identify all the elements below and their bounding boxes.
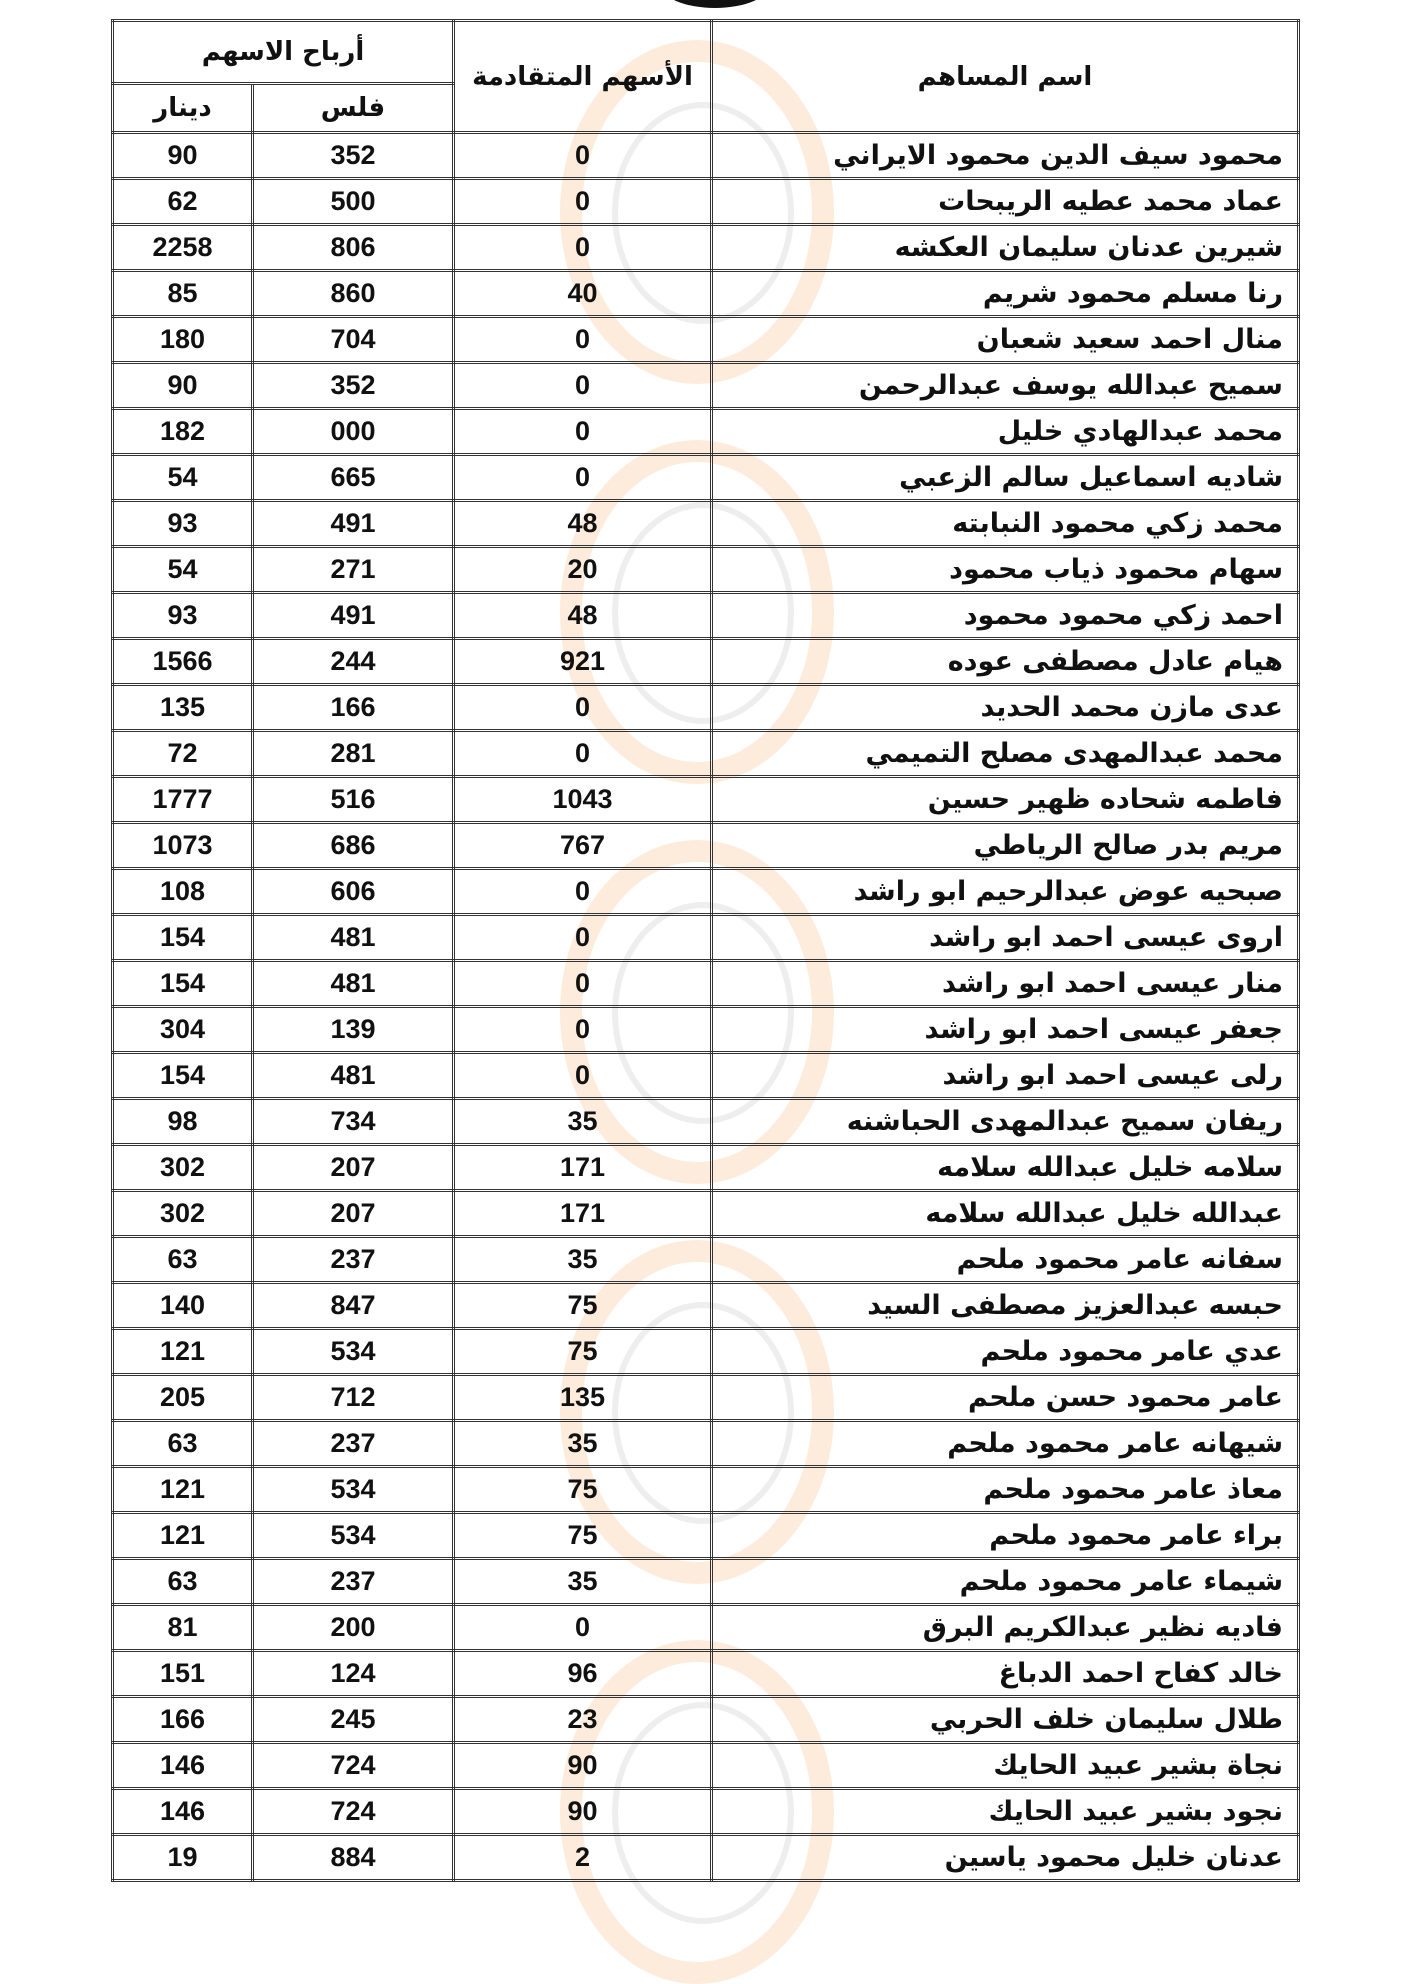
old-shares-cell: 0 (454, 915, 712, 961)
dinar-cell: 108 (113, 869, 253, 915)
old-shares-cell: 0 (454, 409, 712, 455)
dinar-cell: 146 (113, 1789, 253, 1835)
shareholder-name-cell: طلال سليمان خلف الحربي (712, 1697, 1299, 1743)
old-shares-header: الأسهم المتقادمة (454, 21, 712, 133)
shareholder-name-cell: حبسه عبدالعزيز مصطفى السيد (712, 1283, 1299, 1329)
old-shares-cell: 35 (454, 1237, 712, 1283)
shareholder-name-cell: فاطمه شحاده ظهير حسين (712, 777, 1299, 823)
table-row (113, 455, 1299, 501)
table-row (113, 685, 1299, 731)
dinar-cell: 140 (113, 1283, 253, 1329)
dinar-cell: 154 (113, 961, 253, 1007)
table-row (113, 593, 1299, 639)
shareholder-name-cell: عدنان خليل محمود ياسين (712, 1835, 1299, 1881)
old-shares-cell: 767 (454, 823, 712, 869)
old-shares-cell: 35 (454, 1099, 712, 1145)
shareholder-name-cell: عدى مازن محمد الحديد (712, 685, 1299, 731)
fils-cell: 534 (253, 1329, 454, 1375)
old-shares-cell: 0 (454, 455, 712, 501)
fils-cell: 724 (253, 1743, 454, 1789)
dinar-cell: 90 (113, 133, 253, 179)
fils-cell: 481 (253, 961, 454, 1007)
dinar-cell: 63 (113, 1559, 253, 1605)
fils-cell: 124 (253, 1651, 454, 1697)
table-row (113, 639, 1299, 685)
fils-cell: 481 (253, 915, 454, 961)
old-shares-cell: 40 (454, 271, 712, 317)
old-shares-cell: 0 (454, 731, 712, 777)
fils-cell: 207 (253, 1191, 454, 1237)
shareholder-name-cell: محمد عبدالهادي خليل (712, 409, 1299, 455)
shareholder-name-cell: شاديه اسماعيل سالم الزعبي (712, 455, 1299, 501)
old-shares-cell: 921 (454, 639, 712, 685)
table-row (113, 409, 1299, 455)
old-shares-cell: 96 (454, 1651, 712, 1697)
shareholder-name-cell: عماد محمد عطيه الريبحات (712, 179, 1299, 225)
table-row (113, 731, 1299, 777)
shareholder-name-cell: فاديه نظير عبدالكريم البرق (712, 1605, 1299, 1651)
dinar-cell: 151 (113, 1651, 253, 1697)
old-shares-cell: 90 (454, 1743, 712, 1789)
fils-cell: 481 (253, 1053, 454, 1099)
table-row (113, 133, 1299, 179)
page-top-mark (660, 0, 770, 8)
shareholder-name-cell: احمد زكي محمود محمود (712, 593, 1299, 639)
old-shares-cell: 171 (454, 1145, 712, 1191)
table-body (113, 133, 1299, 1881)
table-row (113, 1743, 1299, 1789)
fils-cell: 237 (253, 1559, 454, 1605)
old-shares-cell: 0 (454, 685, 712, 731)
dinar-cell: 62 (113, 179, 253, 225)
shareholder-name-cell: اروى عيسى احمد ابو راشد (712, 915, 1299, 961)
old-shares-cell: 75 (454, 1513, 712, 1559)
fils-cell: 704 (253, 317, 454, 363)
dinar-cell: 166 (113, 1697, 253, 1743)
fils-cell: 244 (253, 639, 454, 685)
old-shares-cell: 0 (454, 1605, 712, 1651)
table-row (113, 1467, 1299, 1513)
old-shares-cell: 75 (454, 1283, 712, 1329)
dinar-cell: 93 (113, 593, 253, 639)
table-row (113, 501, 1299, 547)
dinar-cell: 54 (113, 455, 253, 501)
table-row (113, 1145, 1299, 1191)
table-row (113, 317, 1299, 363)
shareholder-name-cell: منار عيسى احمد ابو راشد (712, 961, 1299, 1007)
table-row (113, 1697, 1299, 1743)
fils-cell: 352 (253, 133, 454, 179)
dinar-cell: 54 (113, 547, 253, 593)
shareholder-name-cell: خالد كفاح احمد الدباغ (712, 1651, 1299, 1697)
fils-cell: 665 (253, 455, 454, 501)
dinar-cell: 85 (113, 271, 253, 317)
shareholder-name-cell: ريفان سميح عبدالمهدى الحباشنه (712, 1099, 1299, 1145)
old-shares-cell: 0 (454, 869, 712, 915)
table-row (113, 1283, 1299, 1329)
fils-cell: 000 (253, 409, 454, 455)
fils-cell: 724 (253, 1789, 454, 1835)
shareholder-name-cell: صبحيه عوض عبدالرحيم ابو راشد (712, 869, 1299, 915)
dinar-cell: 182 (113, 409, 253, 455)
shareholder-name-cell: مريم بدر صالح الرياطي (712, 823, 1299, 869)
dinar-cell: 19 (113, 1835, 253, 1881)
old-shares-cell: 1043 (454, 777, 712, 823)
old-shares-cell: 0 (454, 133, 712, 179)
old-shares-cell: 135 (454, 1375, 712, 1421)
old-shares-cell: 75 (454, 1329, 712, 1375)
table-row (113, 271, 1299, 317)
shareholder-name-cell: شيماء عامر محمود ملحم (712, 1559, 1299, 1605)
shareholder-name-cell: نجود بشير عبيد الحايك (712, 1789, 1299, 1835)
old-shares-cell: 48 (454, 593, 712, 639)
old-shares-cell: 90 (454, 1789, 712, 1835)
dinar-cell: 121 (113, 1329, 253, 1375)
old-shares-cell: 0 (454, 363, 712, 409)
old-shares-cell: 0 (454, 1053, 712, 1099)
dinar-cell: 1566 (113, 639, 253, 685)
dividends-header: أرباح الاسهم (113, 21, 454, 84)
table-row (113, 869, 1299, 915)
dinar-cell: 98 (113, 1099, 253, 1145)
table-row (113, 179, 1299, 225)
fils-cell: 712 (253, 1375, 454, 1421)
dinar-cell: 304 (113, 1007, 253, 1053)
fils-cell: 884 (253, 1835, 454, 1881)
fils-cell: 207 (253, 1145, 454, 1191)
old-shares-cell: 35 (454, 1421, 712, 1467)
shareholder-name-cell: عامر محمود حسن ملحم (712, 1375, 1299, 1421)
fils-cell: 500 (253, 179, 454, 225)
fils-cell: 491 (253, 593, 454, 639)
dinar-cell: 180 (113, 317, 253, 363)
fils-cell: 860 (253, 271, 454, 317)
fils-cell: 806 (253, 225, 454, 271)
table-row (113, 1191, 1299, 1237)
shareholder-name-cell: شيهانه عامر محمود ملحم (712, 1421, 1299, 1467)
fils-cell: 271 (253, 547, 454, 593)
dinar-cell: 154 (113, 915, 253, 961)
dinar-cell: 1777 (113, 777, 253, 823)
old-shares-cell: 48 (454, 501, 712, 547)
old-shares-cell: 2 (454, 1835, 712, 1881)
table-row (113, 915, 1299, 961)
shareholder-name-cell: سفانه عامر محمود ملحم (712, 1237, 1299, 1283)
table-row (113, 961, 1299, 1007)
shareholder-name-cell: عبدالله خليل عبدالله سلامه (712, 1191, 1299, 1237)
fils-cell: 734 (253, 1099, 454, 1145)
shareholder-name-cell: محمد زكي محمود النبابته (712, 501, 1299, 547)
shareholder-name-cell: جعفر عيسى احمد ابو راشد (712, 1007, 1299, 1053)
fils-cell: 516 (253, 777, 454, 823)
table-row (113, 1559, 1299, 1605)
fils-cell: 352 (253, 363, 454, 409)
old-shares-cell: 35 (454, 1559, 712, 1605)
table-row (113, 1789, 1299, 1835)
shareholder-name-cell: براء عامر محمود ملحم (712, 1513, 1299, 1559)
table-row (113, 1237, 1299, 1283)
old-shares-cell: 0 (454, 1007, 712, 1053)
table-row (113, 363, 1299, 409)
table-row (113, 777, 1299, 823)
table-row (113, 823, 1299, 869)
dinar-cell: 205 (113, 1375, 253, 1421)
dinar-cell: 2258 (113, 225, 253, 271)
fils-cell: 534 (253, 1467, 454, 1513)
shareholder-name-cell: هيام عادل مصطفى عوده (712, 639, 1299, 685)
shareholder-name-cell: رنا مسلم محمود شريم (712, 271, 1299, 317)
old-shares-cell: 171 (454, 1191, 712, 1237)
shareholder-name-cell: سلامه خليل عبدالله سلامه (712, 1145, 1299, 1191)
dinar-cell: 63 (113, 1237, 253, 1283)
table-row (113, 1007, 1299, 1053)
shareholder-name-cell: محمد عبدالمهدى مصلح التميمي (712, 731, 1299, 777)
fils-cell: 237 (253, 1237, 454, 1283)
shareholder-name-cell: نجاة بشير عبيد الحايك (712, 1743, 1299, 1789)
fils-cell: 686 (253, 823, 454, 869)
fils-cell: 237 (253, 1421, 454, 1467)
shareholder-name-cell: سميح عبدالله يوسف عبدالرحمن (712, 363, 1299, 409)
fils-cell: 491 (253, 501, 454, 547)
table-row (113, 1835, 1299, 1881)
dinar-header: دينار (113, 84, 253, 133)
dinar-cell: 302 (113, 1145, 253, 1191)
fils-header: فلس (253, 84, 454, 133)
table-row (113, 1651, 1299, 1697)
shareholder-name-cell: رلى عيسى احمد ابو راشد (712, 1053, 1299, 1099)
fils-cell: 847 (253, 1283, 454, 1329)
dinar-cell: 90 (113, 363, 253, 409)
table-row (113, 1513, 1299, 1559)
old-shares-cell: 20 (454, 547, 712, 593)
fils-cell: 139 (253, 1007, 454, 1053)
shareholder-name-header: اسم المساهم (712, 21, 1299, 133)
table-row (113, 1605, 1299, 1651)
dinar-cell: 63 (113, 1421, 253, 1467)
dinar-cell: 1073 (113, 823, 253, 869)
dinar-cell: 302 (113, 1191, 253, 1237)
old-shares-cell: 0 (454, 961, 712, 1007)
table-row (113, 1421, 1299, 1467)
dinar-cell: 72 (113, 731, 253, 777)
fils-cell: 281 (253, 731, 454, 777)
table-row (113, 1053, 1299, 1099)
dinar-cell: 121 (113, 1513, 253, 1559)
dinar-cell: 93 (113, 501, 253, 547)
fils-cell: 166 (253, 685, 454, 731)
table-row (113, 1375, 1299, 1421)
table-row (113, 1329, 1299, 1375)
shareholder-name-cell: معاذ عامر محمود ملحم (712, 1467, 1299, 1513)
shareholder-name-cell: شيرين عدنان سليمان العكشه (712, 225, 1299, 271)
fils-cell: 200 (253, 1605, 454, 1651)
dinar-cell: 81 (113, 1605, 253, 1651)
table-row (113, 547, 1299, 593)
fils-cell: 534 (253, 1513, 454, 1559)
old-shares-cell: 23 (454, 1697, 712, 1743)
old-shares-cell: 75 (454, 1467, 712, 1513)
shareholder-name-cell: محمود سيف الدين محمود الايراني (712, 133, 1299, 179)
table-row (113, 1099, 1299, 1145)
shareholder-name-cell: سهام محمود ذياب محمود (712, 547, 1299, 593)
fils-cell: 606 (253, 869, 454, 915)
shareholder-name-cell: عدي عامر محمود ملحم (712, 1329, 1299, 1375)
old-shares-cell: 0 (454, 179, 712, 225)
dinar-cell: 146 (113, 1743, 253, 1789)
dinar-cell: 135 (113, 685, 253, 731)
dinar-cell: 154 (113, 1053, 253, 1099)
fils-cell: 245 (253, 1697, 454, 1743)
table-row (113, 225, 1299, 271)
old-shares-cell: 0 (454, 225, 712, 271)
shareholder-name-cell: منال احمد سعيد شعبان (712, 317, 1299, 363)
old-shares-cell: 0 (454, 317, 712, 363)
shareholders-table (111, 19, 1300, 1882)
dinar-cell: 121 (113, 1467, 253, 1513)
